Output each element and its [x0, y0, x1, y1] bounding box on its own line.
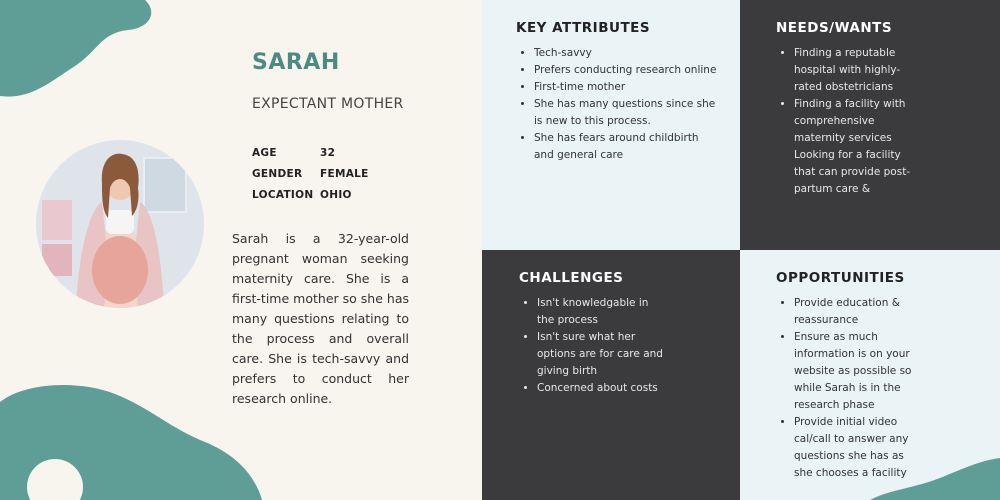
fact-age	[252, 142, 369, 163]
persona-facts	[252, 142, 369, 205]
fact-label: LOCATION	[252, 188, 314, 201]
list-item: • Isn't sure what her options are for care and giving birth	[537, 329, 664, 380]
needs-wants-card	[740, 0, 1000, 250]
key-attributes-title: KEY ATTRIBUTES	[516, 20, 651, 36]
list-item: • Provide education & reassurance	[794, 295, 922, 329]
challenges-title: CHALLENGES	[519, 270, 624, 286]
fact-value: FEMALE	[320, 167, 369, 180]
list-item: • Finding a facility with comprehensive maternity services Looking for a facility that can provide post-partum care &	[794, 96, 920, 198]
persona-bio: Sarah is a 32-year-old pregnant woman seeking maternity care. She is a first-time mother so she has many questions relating to the process and overall care. She is tech-savvy and prefers to conduct her research online.	[232, 231, 409, 406]
list-item: • Tech-savvy	[534, 45, 718, 62]
list-item: • Prefers conducting research online	[534, 62, 718, 79]
fact-value: OHIO	[320, 188, 352, 201]
needs-wants-title: NEEDS/WANTS	[776, 20, 893, 36]
top-left-blob-decoration	[0, 0, 160, 110]
fact-value: 32	[320, 146, 336, 159]
persona-name: SARAH	[252, 50, 340, 75]
list-item: • Concerned about costs	[537, 380, 664, 397]
bottom-left-blob-decoration	[0, 380, 270, 500]
challenges-card	[482, 250, 740, 500]
fact-location	[252, 184, 369, 205]
avatar	[36, 140, 204, 308]
fact-gender	[252, 163, 369, 184]
list-item: • Isn't knowledgable in the process	[537, 295, 664, 329]
opportunities-title: OPPORTUNITIES	[776, 270, 905, 286]
list-item: • She has fears around childbirth and general care	[534, 130, 718, 164]
opportunities-card	[740, 250, 1000, 500]
fact-label: AGE	[252, 146, 277, 159]
persona-role: EXPECTANT MOTHER	[252, 96, 404, 112]
list-item: • Finding a reputable hospital with highly-rated obstetricians	[794, 45, 920, 96]
persona-panel	[0, 0, 482, 500]
list-item: • First-time mother	[534, 79, 718, 96]
needs-wants-list	[776, 45, 920, 198]
key-attributes-list	[516, 45, 718, 164]
key-attributes-card	[482, 0, 740, 250]
list-item: • Provide initial video cal/call to answer any questions she has as she chooses a facility	[794, 414, 922, 482]
list-item: • She has many questions since she is new to this process.	[534, 96, 718, 130]
fact-label: GENDER	[252, 167, 303, 180]
bottom-right-blob-decoration	[870, 458, 1000, 500]
list-item: • Ensure as much information is on your website as possible so while Sarah is in the research phase	[794, 329, 922, 414]
opportunities-list	[776, 295, 922, 482]
challenges-list	[519, 295, 664, 397]
